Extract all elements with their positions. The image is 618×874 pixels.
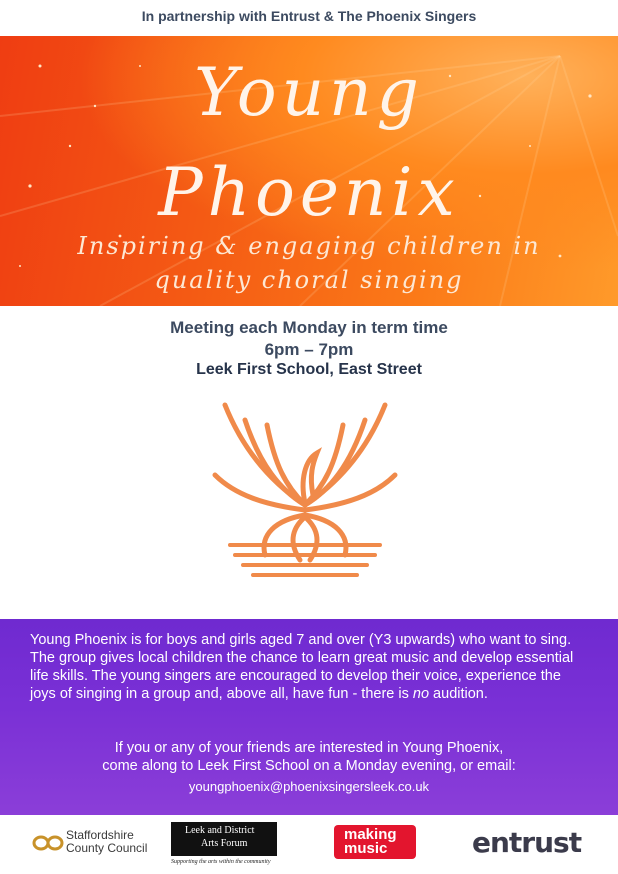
staffordshire-knot-icon	[32, 833, 64, 853]
meeting-location: Leek First School, East Street	[196, 361, 422, 378]
making-word: making	[344, 826, 397, 843]
arts-forum-badge	[171, 822, 277, 856]
partnership-heading: In partnership with Entrust & The Phoenix Singers	[141, 8, 477, 24]
staffordshire-name: Staffordshire	[66, 828, 134, 842]
county-council-name: County Council	[66, 841, 148, 855]
tagline-line-2: quality choral singing	[154, 266, 464, 294]
title-young: Young	[194, 54, 424, 131]
meeting-time: 6pm – 7pm	[264, 340, 354, 359]
info-panel	[0, 619, 618, 815]
tagline-line-1: Inspiring & engaging children in	[77, 232, 541, 260]
cta-line-1: If you or any of your friends are interested in Young Phoenix,	[114, 740, 504, 756]
description-text: Young Phoenix is for boys and girls aged 7 and over (Y3 upwards) who want to sing. The group gives local children the chance to learn great music and develop essential life skills. The young singers are encouraged to develop their voice, experience the joys of singing in a group and, above all, have fun - there is no audition.	[30, 632, 574, 702]
making-music-logo	[334, 825, 416, 859]
arts-forum-logo	[171, 822, 281, 866]
music-word: music	[344, 840, 388, 857]
call-to-action	[0, 739, 618, 775]
meeting-when: Meeting each Monday in term time	[170, 318, 448, 337]
staffordshire-county-council-logo	[32, 827, 152, 859]
cta-line-2: come along to Leek First School on a Monday evening, or email:	[102, 758, 516, 774]
arts-forum-line-1: Leek and District	[185, 825, 255, 836]
sponsor-logos	[0, 815, 618, 874]
contact-email-link[interactable]: youngphoenix@phoenixsingersleek.co.uk	[188, 779, 430, 794]
title-phoenix: Phoenix	[158, 154, 460, 231]
entrust-logo: entrust	[472, 826, 582, 859]
arts-forum-tagline: Supporting the arts within the community	[171, 859, 271, 865]
title-banner	[0, 36, 618, 306]
phoenix-icon	[205, 385, 405, 585]
arts-forum-line-2: Arts Forum	[201, 838, 248, 849]
